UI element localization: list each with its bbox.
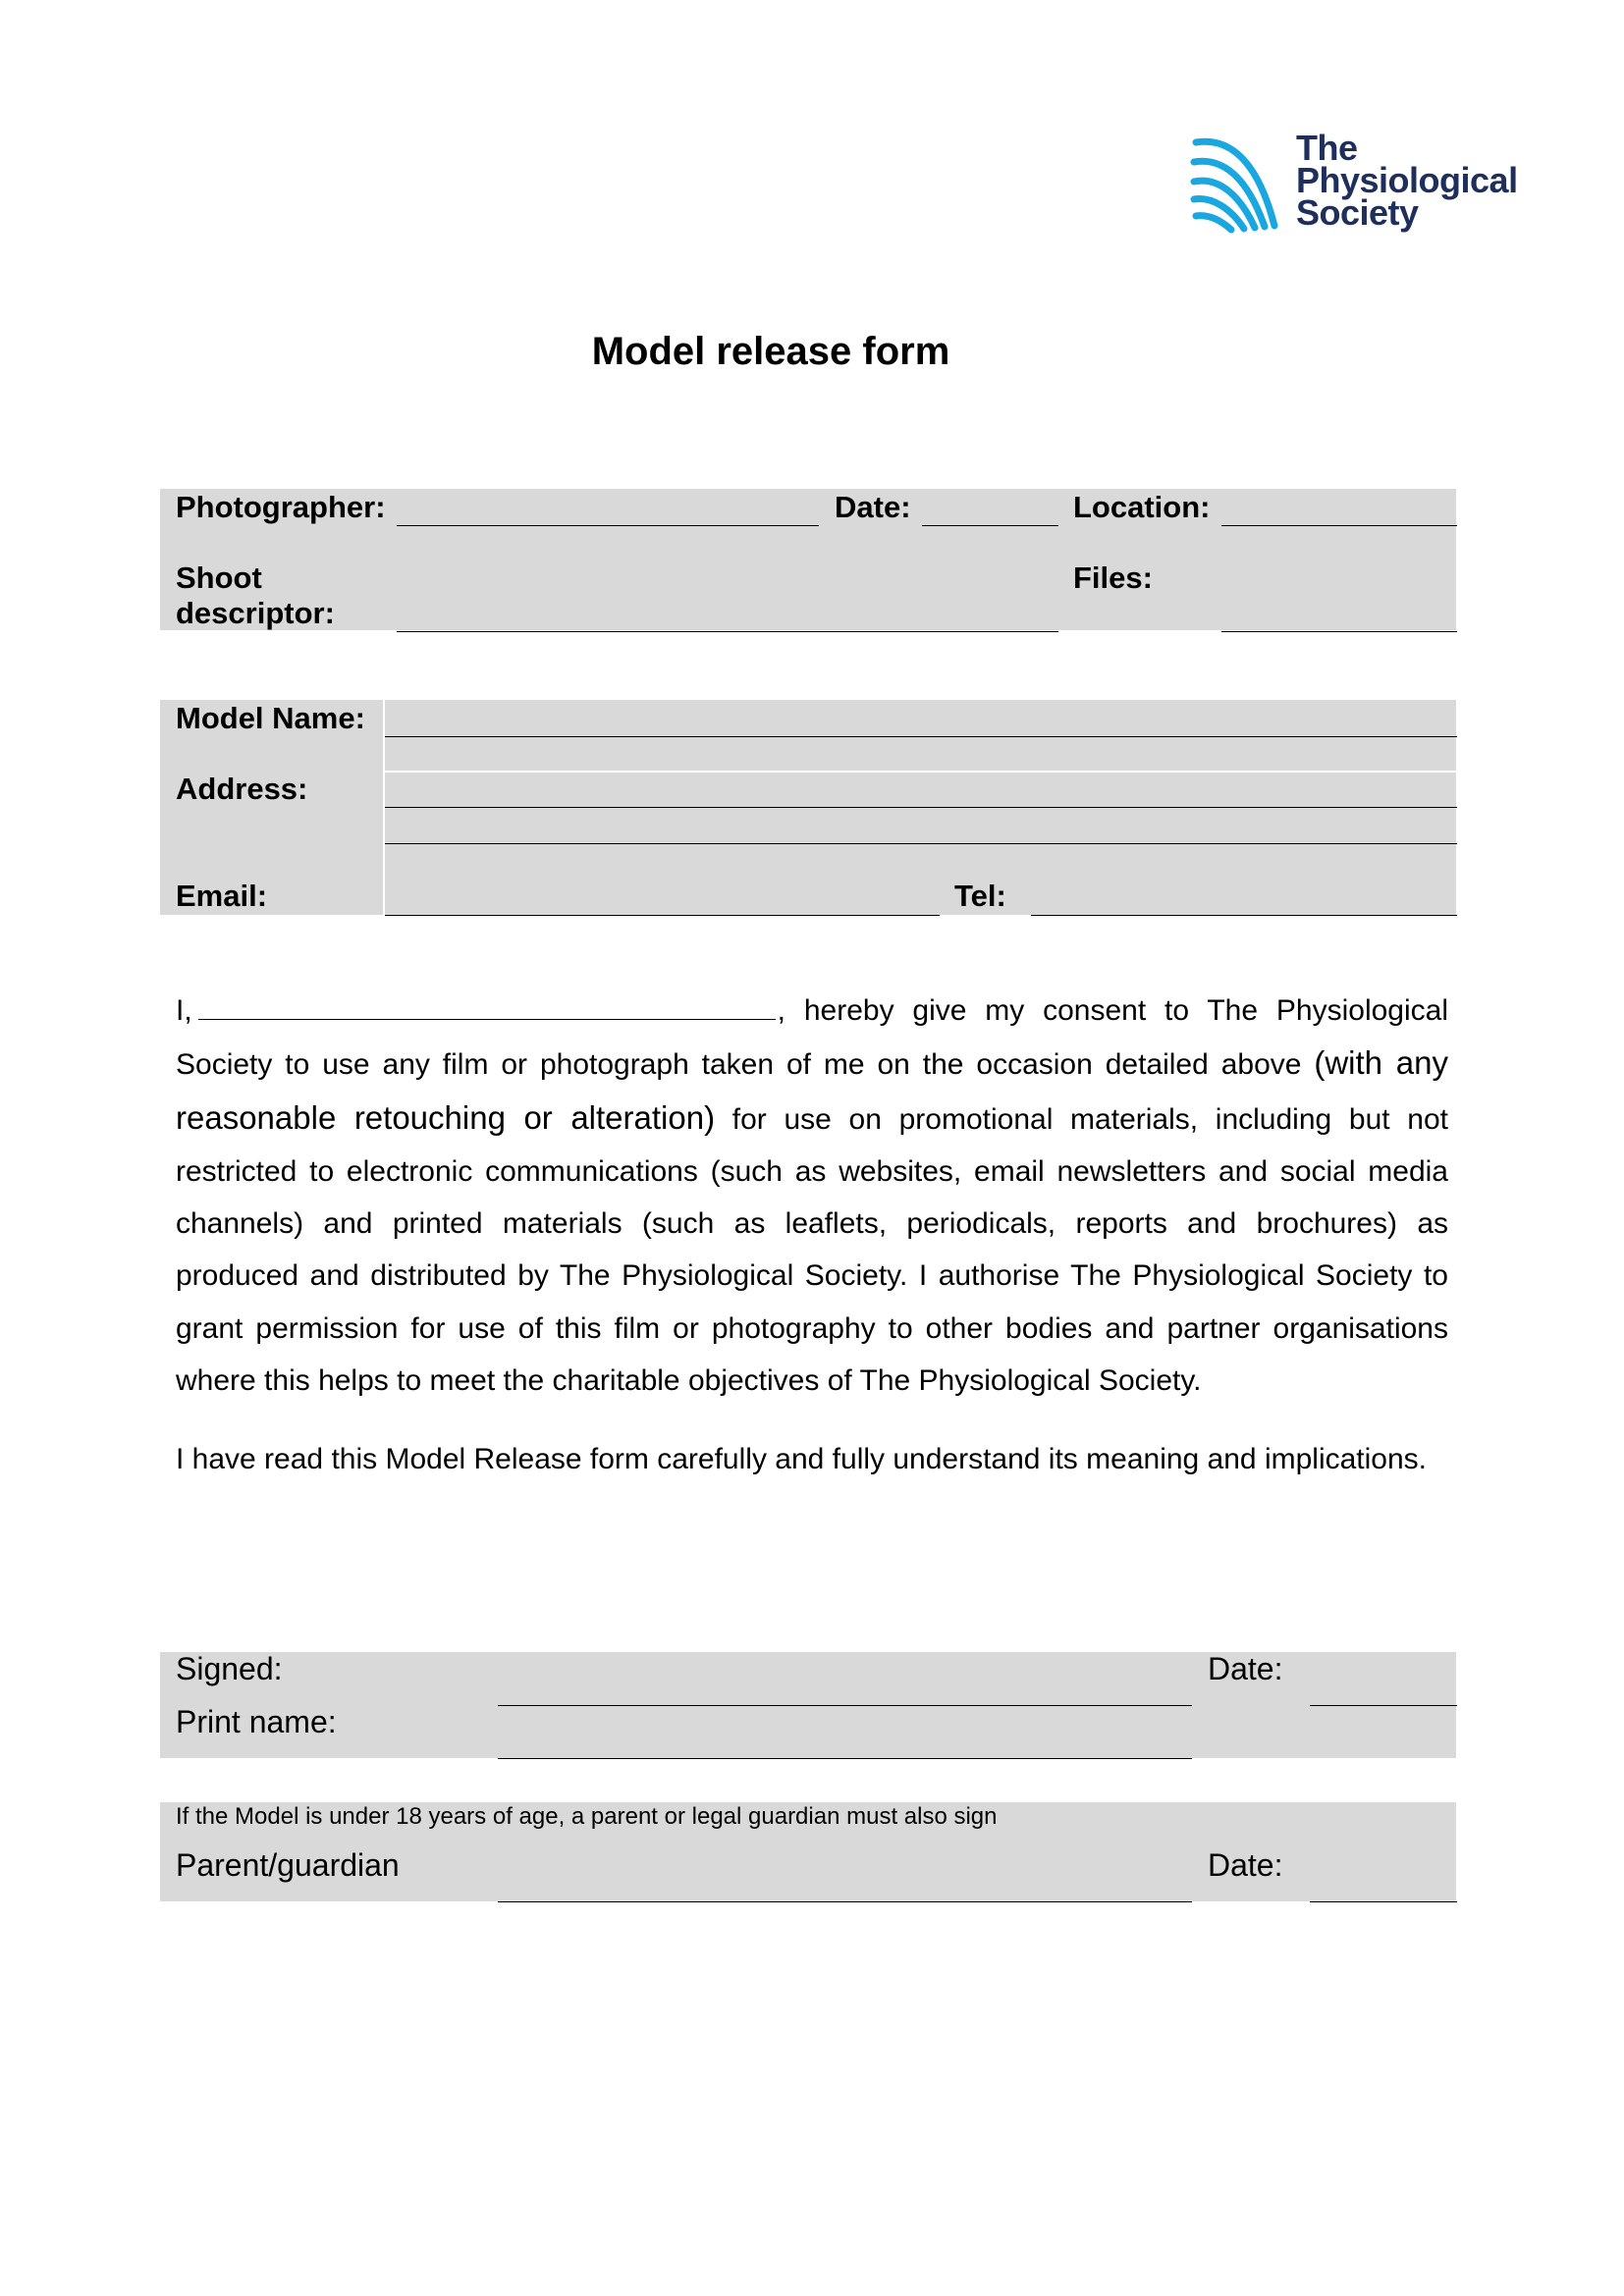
signature-date-field[interactable] (1310, 1705, 1457, 1706)
date-label: Date: (835, 490, 911, 524)
email-field[interactable] (385, 915, 940, 916)
print-name-label: Print name: (176, 1704, 337, 1739)
email-label: Email: (176, 879, 268, 913)
files-field[interactable] (1221, 631, 1457, 632)
logo-text: The Physiological Society (1296, 128, 1518, 233)
location-field[interactable] (1221, 525, 1457, 526)
shoot-descriptor-field[interactable] (397, 631, 1058, 632)
guardian-date-label: Date: (1208, 1847, 1283, 1883)
parent-guardian-field[interactable] (498, 1901, 1192, 1902)
address-label: Address: (176, 772, 308, 806)
guardian-note: If the Model is under 18 years of age, a parent or legal guardian must also sign (176, 1803, 998, 1830)
guardian-date-field[interactable] (1310, 1901, 1457, 1902)
consent-name-field[interactable] (198, 991, 776, 1020)
physiological-society-logo (1188, 128, 1518, 236)
model-name-label: Model Name: (176, 701, 365, 735)
read-statement: I have read this Model Release form carefully and fully understand its meaning and implications. (176, 1443, 1428, 1475)
location-label: Location: (1073, 490, 1211, 524)
model-name-field[interactable] (385, 736, 1457, 737)
files-label: Files: (1073, 561, 1153, 595)
parent-guardian-label: Parent/guardian (176, 1847, 400, 1883)
consent-paragraph: I, , hereby give my consent to The Physiological Society to use any film or photograph taken of me on the occasion detailed above (with any reasonable retouching or alteration) for use on promotional materials, including but not restricted to electronic communications (such as websites, email newsletters and social media channels) and printed materials (such as leaflets, periodicals, reports and brochures) as produced and distributed by The Physiological Society. I authorise The Physiological Society to grant permission for use of this film or photography to other bodies and partner organisations where this helps to meet the charitable objectives of The Physiological Society. (176, 985, 1448, 1407)
tel-field[interactable] (1031, 915, 1457, 916)
address-field-line-2[interactable] (385, 843, 1457, 844)
date-field[interactable] (922, 525, 1058, 526)
row-divider (383, 771, 1456, 773)
signed-field[interactable] (498, 1705, 1192, 1706)
address-field-line-1[interactable] (385, 807, 1457, 808)
page-title: Model release form (591, 330, 950, 373)
signature-date-label: Date: (1208, 1651, 1283, 1686)
print-name-field[interactable] (498, 1758, 1192, 1759)
signed-label: Signed: (176, 1651, 283, 1686)
photographer-label: Photographer: (176, 490, 386, 524)
shoot-descriptor-label: Shoot descriptor: (176, 561, 335, 630)
tel-label: Tel: (954, 879, 1006, 913)
photographer-field[interactable] (397, 525, 819, 526)
logo-waves-icon (1188, 133, 1286, 236)
